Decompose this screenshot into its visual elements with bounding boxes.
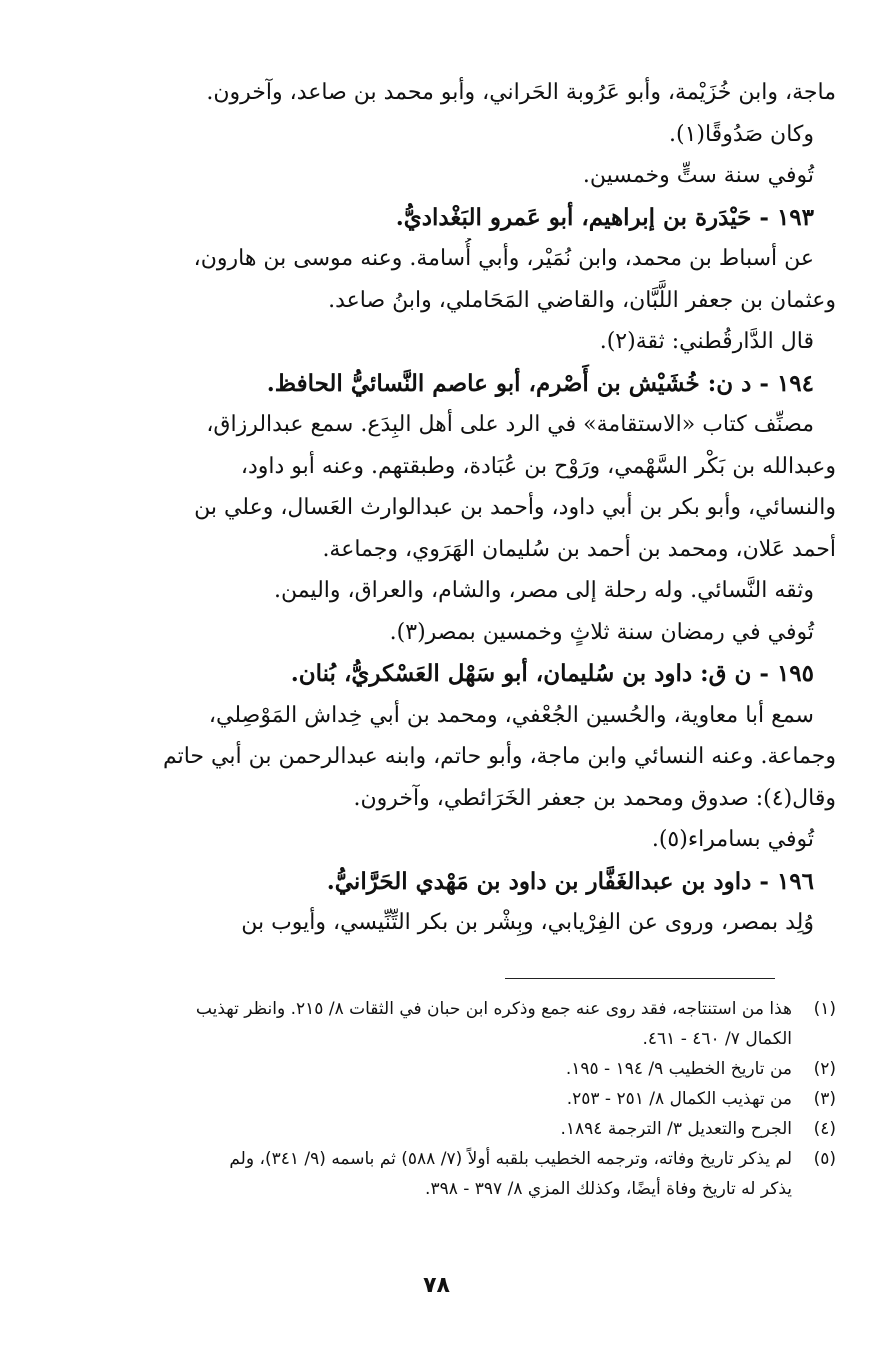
footnote-line: الكمال ٧/ ٤٦٠ - ٤٦١. [642,1029,792,1049]
paragraph-10 [38,902,836,944]
paragraph-2 [38,155,836,197]
footnote-line: من تهذيب الكمال ٨/ ٢٥١ - ٢٥٣. [566,1089,792,1109]
text-line: تُوفي في رمضان سنة ثلاثٍ وخمسين بمصر(٣). [389,619,814,645]
footnote-number: (٤) [813,1119,836,1139]
text-line: أحمد عَلان، ومحمد بن أحمد بن سُليمان الهَرَوي، وجماعة. [322,536,836,562]
text-line: وعبدالله بن بَكْر السَّهْمي، ورَوْح بن عُبَادة، وطبقتهم. وعنه أبو داود، [240,453,836,479]
footnote-number: (١) [813,999,836,1019]
footnote-divider [505,978,775,979]
entry-heading-196: ١٩٦ - داود بن عبدالغَفَّار بن داود بن مَهْدي الحَرَّانيُّ. [326,867,814,895]
text-line: قال الدَّارقُطني: ثقة(٢). [599,329,814,354]
entry-heading-195: ١٩٥ - ن ق: داود بن سُليمان، أبو سَهْل العَسْكريُّ، بُنان. [290,660,814,687]
text-line: ماجة، وابن خُزَيْمة، وأبو عَرُوبة الحَراني، وأبو محمد بن صاعد، وآخرون. [206,80,836,105]
footnote-line: يذكر له تاريخ وفاة أيضًا، وكذلك المزي ٨/ ٣٩٧ - ٣٩٨. [425,1179,792,1199]
footnote-text [100,1084,792,1114]
text-line: وُلِد بمصر، وروى عن الفِرْيابي، وبِشْر بن بكر التِّنِّيسي، وأيوب بن [241,910,814,935]
footnote-text [100,1054,792,1084]
paragraph-3 [38,238,836,321]
paragraph-9 [38,819,836,861]
footnote-text [100,1114,792,1144]
text-line: والنسائي، وأبو بكر بن أبي داود، وأحمد بن عبدالوارث العَسال، وعلي بن [194,495,836,520]
text-line: سمع أبا معاوية، والحُسين الجُعْفي، ومحمد بن أبي خِداش المَوْصِلي، [208,702,814,728]
paragraph-5 [38,404,836,570]
footnote-number: (٣) [813,1089,836,1109]
text-line: تُوفي بسامراء(٥). [651,827,814,852]
footnote-number: (٢) [813,1059,836,1079]
paragraph-1 [38,72,836,155]
footnote-5 [100,1144,836,1204]
main-text [38,72,836,944]
entry-heading-194: ١٩٤ - د ن: خُشَيْش بن أَصْرم، أبو عاصم النَّسائيُّ الحافظ. [266,369,814,397]
entry-heading-193: ١٩٣ - حَيْدَرة بن إبراهيم، أبو عَمرو البَغْداديُّ. [395,203,814,231]
footnotes [100,994,836,1204]
footnote-line: الجرح والتعديل ٣/ الترجمة ١٨٩٤. [560,1119,792,1139]
footnote-number: (٥) [813,1149,836,1169]
footnote-text [100,994,792,1054]
footnote-1 [100,994,836,1054]
footnote-4 [100,1114,836,1144]
text-line: وقال(٤): صدوق ومحمد بن جعفر الخَرَائطي، وآخرون. [353,785,836,811]
text-line: وعثمان بن جعفر اللَّبَّان، والقاضي المَحَاملي، وابنُ صاعد. [328,287,836,313]
text-line: وثقه النَّسائي. وله رحلة إلى مصر، والشام، والعراق، واليمن. [273,578,814,603]
footnote-line: من تاريخ الخطيب ٩/ ١٩٤ - ١٩٥. [565,1059,792,1079]
footnote-line: هذا من استنتاجه، فقد روى عنه جمع وذكره ابن حبان في الثقات ٨/ ٢١٥. وانظر تهذيب [195,999,792,1019]
paragraph-7 [38,612,836,654]
paragraph-8 [38,695,836,820]
text-line: مصنِّف كتاب «الاستقامة» في الرد على أهل البِدَع. سمع عبدالرزاق، [206,412,814,437]
footnote-3 [100,1084,836,1114]
text-line: وكان صَدُوقًا(١). [668,121,814,147]
text-line: تُوفي سنة ستٍّ وخمسين. [582,163,814,188]
text-line: عن أسباط بن محمد، وابن نُمَيْر، وأبي أُسامة. وعنه موسى بن هارون، [193,246,814,271]
paragraph-6 [38,570,836,612]
page-number: ٧٨ [423,1273,450,1298]
footnote-line: لم يذكر تاريخ وفاته، وترجمه الخطيب بلقبه أولاً (٧/ ٥٨٨) ثم باسمه (٩/ ٣٤١)، ولم [229,1149,792,1169]
footnote-text [100,1144,792,1204]
paragraph-4 [38,321,836,363]
text-line: وجماعة. وعنه النسائي وابن ماجة، وأبو حاتم، وابنه عبدالرحمن بن أبي حاتم [162,744,836,769]
footnote-2 [100,1054,836,1084]
